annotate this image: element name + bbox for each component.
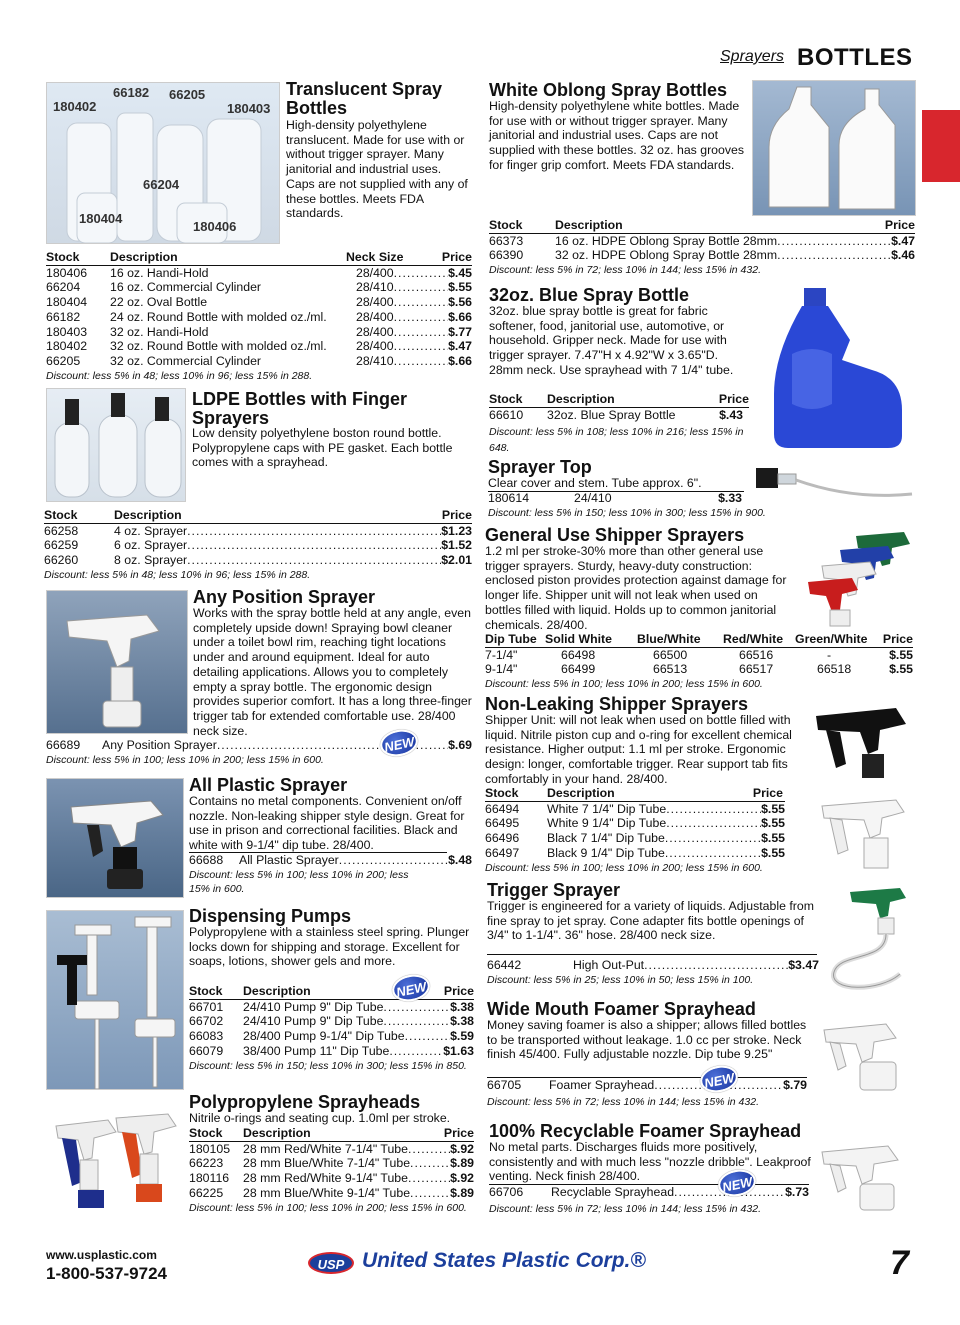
neck: 28/400 [356,309,394,324]
price: $.56 [448,295,472,310]
desc: Foamer Sprayhead [549,1078,655,1092]
all-plastic-desc: Contains no metal components. Convenient on/off nozzle. Non-leaking shipper style design. Great for use in prison and correctional facilities. Black and white with 9-1/4" dip tube. 28/400. [189,794,465,853]
table-row [489,1184,809,1200]
page-number: 7 [890,1244,909,1282]
stock: 66702 [189,1014,224,1029]
img-label: 180404 [79,211,123,226]
pumps-desc: Polypropylene with a stainless steel spring. Plunger locks down for shipping and storage. Excellent for soaps, lotions, shower gels and more. [189,925,470,969]
green-white: - [827,647,832,662]
price: $.92 [450,1141,474,1156]
table-header [485,786,785,802]
table-header [489,218,915,234]
polypropylene-sprayheads-image [46,1104,184,1244]
ldpe-bottles-image [46,388,186,502]
stock: 66204 [46,280,81,295]
general-desc: 1.2 ml per stroke-30% more than other general use trigger sprayers. Sturdy, heavy-duty construction: enclosed piston provides protection against damage for longer life. Shipper unit will not leak when used on bottles filled with liquid. Holds up to common janitorial chemicals. 28/400. [485,544,787,632]
desc: 24/410 Pump 9" Dip Tube [243,1014,384,1029]
table-row [46,325,472,340]
nonleak-desc: Shipper Unit: will not leak when used on bottle filled with liquid. Nitrile piston cup and o-ring for excellent chemical resistance. Higher output: 1.1 ml per stroke. Ergonomic design: longer, comfortable trigger. Rear support tab fits comfortably in your hand. 28/400. [485,713,792,786]
price: $.55 [889,647,913,662]
desc: 16 oz. Handi-Hold [110,265,209,280]
price: $.79 [783,1078,807,1092]
price: $.69 [448,738,472,752]
recyclable-table [489,1184,809,1216]
table-row [46,295,472,310]
stock: 66083 [189,1029,224,1044]
table-row [44,524,472,539]
trigger-sprayer-image [820,882,916,994]
polyprop-desc: Nitrile o-rings and seating cup. 1.0ml per stroke. [189,1111,451,1125]
price: $.92 [450,1171,474,1186]
table-row [488,491,742,506]
price: $.43 [719,407,743,422]
desc: 32 oz. Handi-Hold [110,324,209,339]
stock: 180105 [189,1141,231,1156]
table-row [189,1000,474,1015]
table-row [44,538,472,553]
col-price: Price [443,984,474,998]
col-dip-tube: Dip Tube [485,632,537,646]
oblong-table [489,218,915,277]
desc: White 7 1/4" Dip Tube [547,801,667,816]
table-row [489,408,749,423]
stock: 66688 [189,853,224,867]
desc: 28/400 Pump 9-1/4" Dip Tube [243,1029,405,1044]
desc: Any Position Sprayer [102,738,217,752]
col-green-white: Green/White [795,632,868,646]
stock: 66260 [44,553,79,568]
stock: 66225 [189,1185,224,1200]
table-row [485,816,785,831]
section-label: Sprayers [720,48,785,65]
new-badge: NEW [390,971,433,1004]
stock: 66223 [189,1156,224,1171]
table-row [189,1044,474,1059]
discount: Discount: less 5% in 100; less 10% in 200; less 15% in 600. [189,1201,467,1214]
table-row [485,802,785,817]
price: $.59 [450,1029,474,1044]
stock: 180614 [488,491,530,505]
recyclable-desc: No metal parts. Discharges fluids more positively, consistently and with much less "nozzle dribble". Leakproof venting. Neck finish 28/400. [489,1140,811,1184]
price: $.55 [761,816,785,831]
price: $.55 [761,831,785,846]
desc: High Out-Put [573,958,645,972]
img-label: 66182 [113,85,150,100]
desc: 28 mm Blue/White 7-1/4" Tube [243,1156,411,1171]
blue-white: 66500 [653,647,688,662]
neck: 28/400 [356,265,394,280]
new-badge: NEW [698,1062,741,1095]
desc: 24 oz. Round Bottle with molded oz./ml. [110,309,327,324]
table-header [46,250,472,266]
price: $.47 [448,339,472,354]
oblong-title: White Oblong Spray Bottles [489,80,728,100]
img-label: 66204 [143,177,180,192]
table-row [46,339,472,354]
stock: 66079 [189,1043,224,1058]
ldpe-desc: Low density polyethylene boston round bottle. Polypropylene caps with PE gasket. Each bottle comes with a sprayhead. [192,426,453,470]
foamer-title: Wide Mouth Foamer Sprayhead [487,999,756,1019]
oblong-bottles-image [752,80,916,216]
table-row [487,1077,807,1093]
desc: 4 oz. Sprayer [114,523,188,538]
foamer-sprayhead-image [816,1014,916,1094]
sprayer-top-table [488,491,766,520]
stock: 66259 [44,538,79,553]
discount: Discount: less 5% in 100; less 10% in 200; less 15% in 600. [485,861,763,874]
desc: 6 oz. Sprayer [114,538,188,553]
col-price: Price [882,632,913,646]
price: $1.52 [441,538,472,553]
nonleak-title: Non-Leaking Shipper Sprayers [485,694,749,714]
neck: 28/400 [356,295,394,310]
desc: Recyclable Sprayhead [551,1185,675,1199]
stock: 66610 [489,407,524,422]
table-row [189,1156,474,1171]
general-table [485,632,913,691]
pumps-title: Dispensing Pumps [189,906,352,926]
foamer-table [487,1077,807,1109]
price: $.38 [450,1014,474,1029]
translucent-bottles-image [46,82,280,244]
price: $.38 [450,999,474,1014]
nonleak-sprayers-image [806,694,916,880]
col-description: Description [110,250,178,264]
discount: Discount: less 5% in 72; less 10% in 144; less 15% in 432. [487,1095,759,1108]
price: $.77 [448,324,472,339]
table-header [489,392,749,408]
new-badge: NEW [378,726,421,759]
discount: Discount: less 5% in 72; less 10% in 144; less 15% in 432. [489,264,761,277]
col-solid-white: Solid White [545,632,612,646]
col-price: Price [752,786,783,800]
img-label: 180402 [53,99,97,114]
col-price: Price [884,218,915,232]
price: $.46 [891,248,915,263]
green-white: 66518 [817,662,852,677]
table-header [44,508,472,524]
price: $.55 [761,845,785,860]
col-red-white: Red/White [723,632,784,646]
desc: 32 oz. HDPE Oblong Spray Bottle 28mm [555,248,778,263]
price: $.45 [448,265,472,280]
col-price: Price [718,392,749,406]
desc: 28 mm Blue/White 9-1/4" Tube [243,1185,411,1200]
any-position-desc: Works with the spray bottle held at any angle, even completely upside down! Spraying bowl cleaner under a toilet bowl rim, reaching tight locations under and around equipment. Ideal for auto detailing applications. Allows you to completely empty a spray bottle. The ergonomic design provides superior comfort. It has a long three-finger trigger tab for extended comfortable use. 28/400 neck size. [193,606,472,738]
stock: 66705 [487,1078,522,1092]
price: $.89 [450,1185,474,1200]
discount: Discount: less 5% in 100; less 10% in 200; less 15% in 600. [189,868,409,895]
table-row [189,1014,474,1029]
col-stock: Stock [489,392,523,406]
stock: 66496 [485,831,520,846]
nonleak-table [485,786,785,875]
table-row [189,1029,474,1044]
price: $.55 [889,662,913,677]
table-header [189,1126,474,1142]
any-position-title: Any Position Sprayer [193,587,376,607]
stock: 66706 [489,1185,524,1199]
stock: 66258 [44,523,79,538]
general-title: General Use Shipper Sprayers [485,525,745,545]
table-row [44,553,472,568]
neck: 28/400 [356,339,394,354]
stock: 66182 [46,309,81,324]
price: $1.23 [441,523,472,538]
footer-url[interactable]: www.usplastic.com [46,1248,157,1262]
price: $.73 [785,1185,809,1199]
trigger-table [487,958,819,987]
recyclable-title: 100% Recyclable Foamer Sprayhead [489,1121,802,1141]
desc: 38/400 Pump 11" Dip Tube [243,1043,390,1058]
col-price: Price [441,508,472,522]
table-row [489,248,915,263]
desc: 32 oz. Commercial Cylinder [110,353,262,368]
desc: Black 7 1/4" Dip Tube [547,831,665,846]
table-row [189,1186,474,1201]
neck: 28/410 [356,280,394,295]
translucent-table [46,250,472,383]
solid-white: 66498 [561,647,596,662]
red-white: 66517 [739,662,774,677]
desc: 24/410 Pump 9" Dip Tube [243,999,384,1014]
footer-company: United States Plastic Corp.® [362,1249,646,1272]
discount: Discount: less 5% in 25; less 10% in 50; less 15% in 100. [487,973,754,986]
desc: Black 9 1/4" Dip Tube [547,845,665,860]
stock: 180116 [189,1171,230,1186]
discount: Discount: less 5% in 108; less 10% in 216; less 15% in 648. [489,426,744,455]
red-white: 66516 [739,647,774,662]
stock: 66205 [46,353,81,368]
desc: 28 mm Red/White 9-1/4" Tube [243,1171,408,1186]
trigger-title: Trigger Sprayer [487,880,621,900]
col-blue-white: Blue/White [637,632,701,646]
blue-bottle-title: 32oz. Blue Spray Bottle [489,285,690,305]
stock: 66373 [489,233,524,248]
dip-tube: 7-1/4" [485,647,518,662]
desc: All Plastic Sprayer [239,853,339,867]
recyclable-sprayhead-image [814,1134,916,1214]
img-label: 180406 [193,219,237,234]
col-stock: Stock [489,218,523,232]
dip-tube: 9-1/4" [485,662,518,677]
stock: 66701 [189,999,224,1014]
solid-white: 66499 [561,662,596,677]
desc: 32oz. Blue Spray Bottle [547,407,676,422]
img-label: 66205 [169,87,206,102]
price: $3.47 [788,958,819,972]
table-row [189,1142,474,1157]
col-neck: Neck Size [346,250,404,264]
table-row [485,662,913,677]
col-stock: Stock [189,1126,223,1140]
price: $.66 [448,353,472,368]
desc: 16 oz. HDPE Oblong Spray Bottle 28mm [555,233,778,248]
col-description: Description [547,392,615,406]
stock: 180403 [46,324,88,339]
stock: 66689 [46,738,81,752]
table-row [46,310,472,325]
usp-logo: USP [308,1252,354,1274]
translucent-desc: High-density polyethylene translucent. Made for use with or without trigger sprayer. Many janitorial and industrial uses. Caps are not supplied with any of these bottles. Meets FDA standards. [286,118,468,221]
translucent-title: Translucent Spray Bottles [286,79,443,118]
all-plastic-title: All Plastic Sprayer [189,775,348,795]
all-plastic-table [189,853,472,896]
footer-phone: 1-800-537-9724 [46,1264,167,1283]
table-row [485,846,785,861]
col-price: Price [441,250,472,264]
stock: 180402 [46,339,88,354]
discount: Discount: less 5% in 72; less 10% in 144; less 15% in 432. [489,1202,761,1215]
col-description: Description [547,786,615,800]
table-row [189,853,472,868]
table-row [485,648,913,663]
discount: Discount: less 5% in 150; less 10% in 300; less 15% in 900. [488,506,766,519]
stock: 180404 [46,295,88,310]
sprayer-top-title: Sprayer Top [488,457,592,477]
price: $.55 [761,801,785,816]
any-position-sprayer-image [46,590,188,734]
discount: Discount: less 5% in 48; less 10% in 96; less 15% in 288. [44,568,311,581]
blue-bottle-image [752,284,916,452]
table-header [189,984,474,1000]
discount: Discount: less 5% in 100; less 10% in 200; less 15% in 600. [485,678,763,691]
price: $.55 [448,280,472,295]
table-row [189,1171,474,1186]
blue-bottle-desc: 32oz. blue spray bottle is great for fabric softener, food, janitorial use, automotive, or household. Gripper neck. Made for use with trigger sprayer. 7.47"H x 4.92"W x 3.65"D. 28mm neck. Use sprayhead with 7 1/4" tube. [489,304,734,377]
stock: 66390 [489,248,524,263]
price: $.89 [450,1156,474,1171]
col-price: Price [443,1126,474,1140]
desc: 16 oz. Commercial Cylinder [110,280,262,295]
table-row [489,234,915,249]
col-stock: Stock [485,786,519,800]
new-badge: NEW [716,1166,759,1199]
desc: 22 oz. Oval Bottle [110,295,208,310]
table-row [46,280,472,295]
trigger-desc: Trigger is engineered for a variety of liquids. Adjustable from fine spray to jet spray. Cone adapter fits bottle openings of 3/4" to 1-1/4". 36" hose. 28/400 neck size. [487,899,814,943]
col-description: Description [243,1126,311,1140]
blue-white: 66513 [653,662,688,677]
desc: 32 oz. Round Bottle with molded oz./ml. [110,339,327,354]
col-stock: Stock [46,250,80,264]
neck: 28/400 [356,324,394,339]
blue-bottle-table [489,392,749,456]
ldpe-table [44,508,472,582]
img-label: 180403 [227,101,271,116]
price: $.47 [891,233,915,248]
page-title: BOTTLES [797,44,913,71]
polyprop-table [189,1126,474,1215]
desc: 24/410 [574,491,612,505]
neck: 28/410 [356,353,394,368]
col-stock: Stock [44,508,78,522]
desc: 8 oz. Sprayer [114,553,188,568]
pumps-table [189,984,474,1073]
col-description: Description [243,984,311,998]
foamer-desc: Money saving foamer is also a shipper; allows filled bottles to be transported without leakage. 1.0 cc per stroke. Neck finish 45/400. Fully adjustable nozzle. Dip tube 9.25" [487,1018,807,1062]
discount: Discount: less 5% in 100; less 10% in 200; less 15% in 600. [46,753,324,766]
price: $.33 [718,491,742,505]
rule [487,954,817,955]
stock: 180406 [46,265,88,280]
stock: 66495 [485,816,520,831]
red-tab [922,110,960,182]
price: $1.63 [443,1043,474,1058]
table-row [485,831,785,846]
desc: 28 mm Red/White 7-1/4" Tube [243,1141,408,1156]
stock: 66497 [485,845,520,860]
table-row [46,354,472,369]
discount: Discount: less 5% in 48; less 10% in 96; less 15% in 288. [46,369,313,382]
col-description: Description [555,218,623,232]
oblong-desc: High-density polyethylene white bottles. Made for use with or without trigger sprayer. Many janitorial and industrial uses. Caps are not supplied with these bottles. 32 oz. has grooves for finger grip comfort. Meets FDA standards. [489,99,744,172]
price: $2.01 [441,553,472,568]
price: $.66 [448,309,472,324]
dispensing-pumps-image [46,910,184,1090]
table-row [46,266,472,281]
table-row [487,958,819,973]
polyprop-title: Polypropylene Sprayheads [189,1092,421,1112]
sprayer-top-desc: Clear cover and stem. Tube approx. 6". [488,476,744,492]
stock: 66494 [485,801,520,816]
price: $.48 [448,853,472,867]
discount: Discount: less 5% in 150; less 10% in 300; less 15% in 850. [189,1059,467,1072]
stock: 66442 [487,958,522,972]
all-plastic-sprayer-image [46,778,184,898]
col-stock: Stock [189,984,223,998]
ldpe-title: LDPE Bottles with Finger Sprayers [192,389,408,428]
desc: White 9 1/4" Dip Tube [547,816,667,831]
col-description: Description [114,508,182,522]
general-sprayers-image [796,526,916,630]
table-header [485,632,913,648]
